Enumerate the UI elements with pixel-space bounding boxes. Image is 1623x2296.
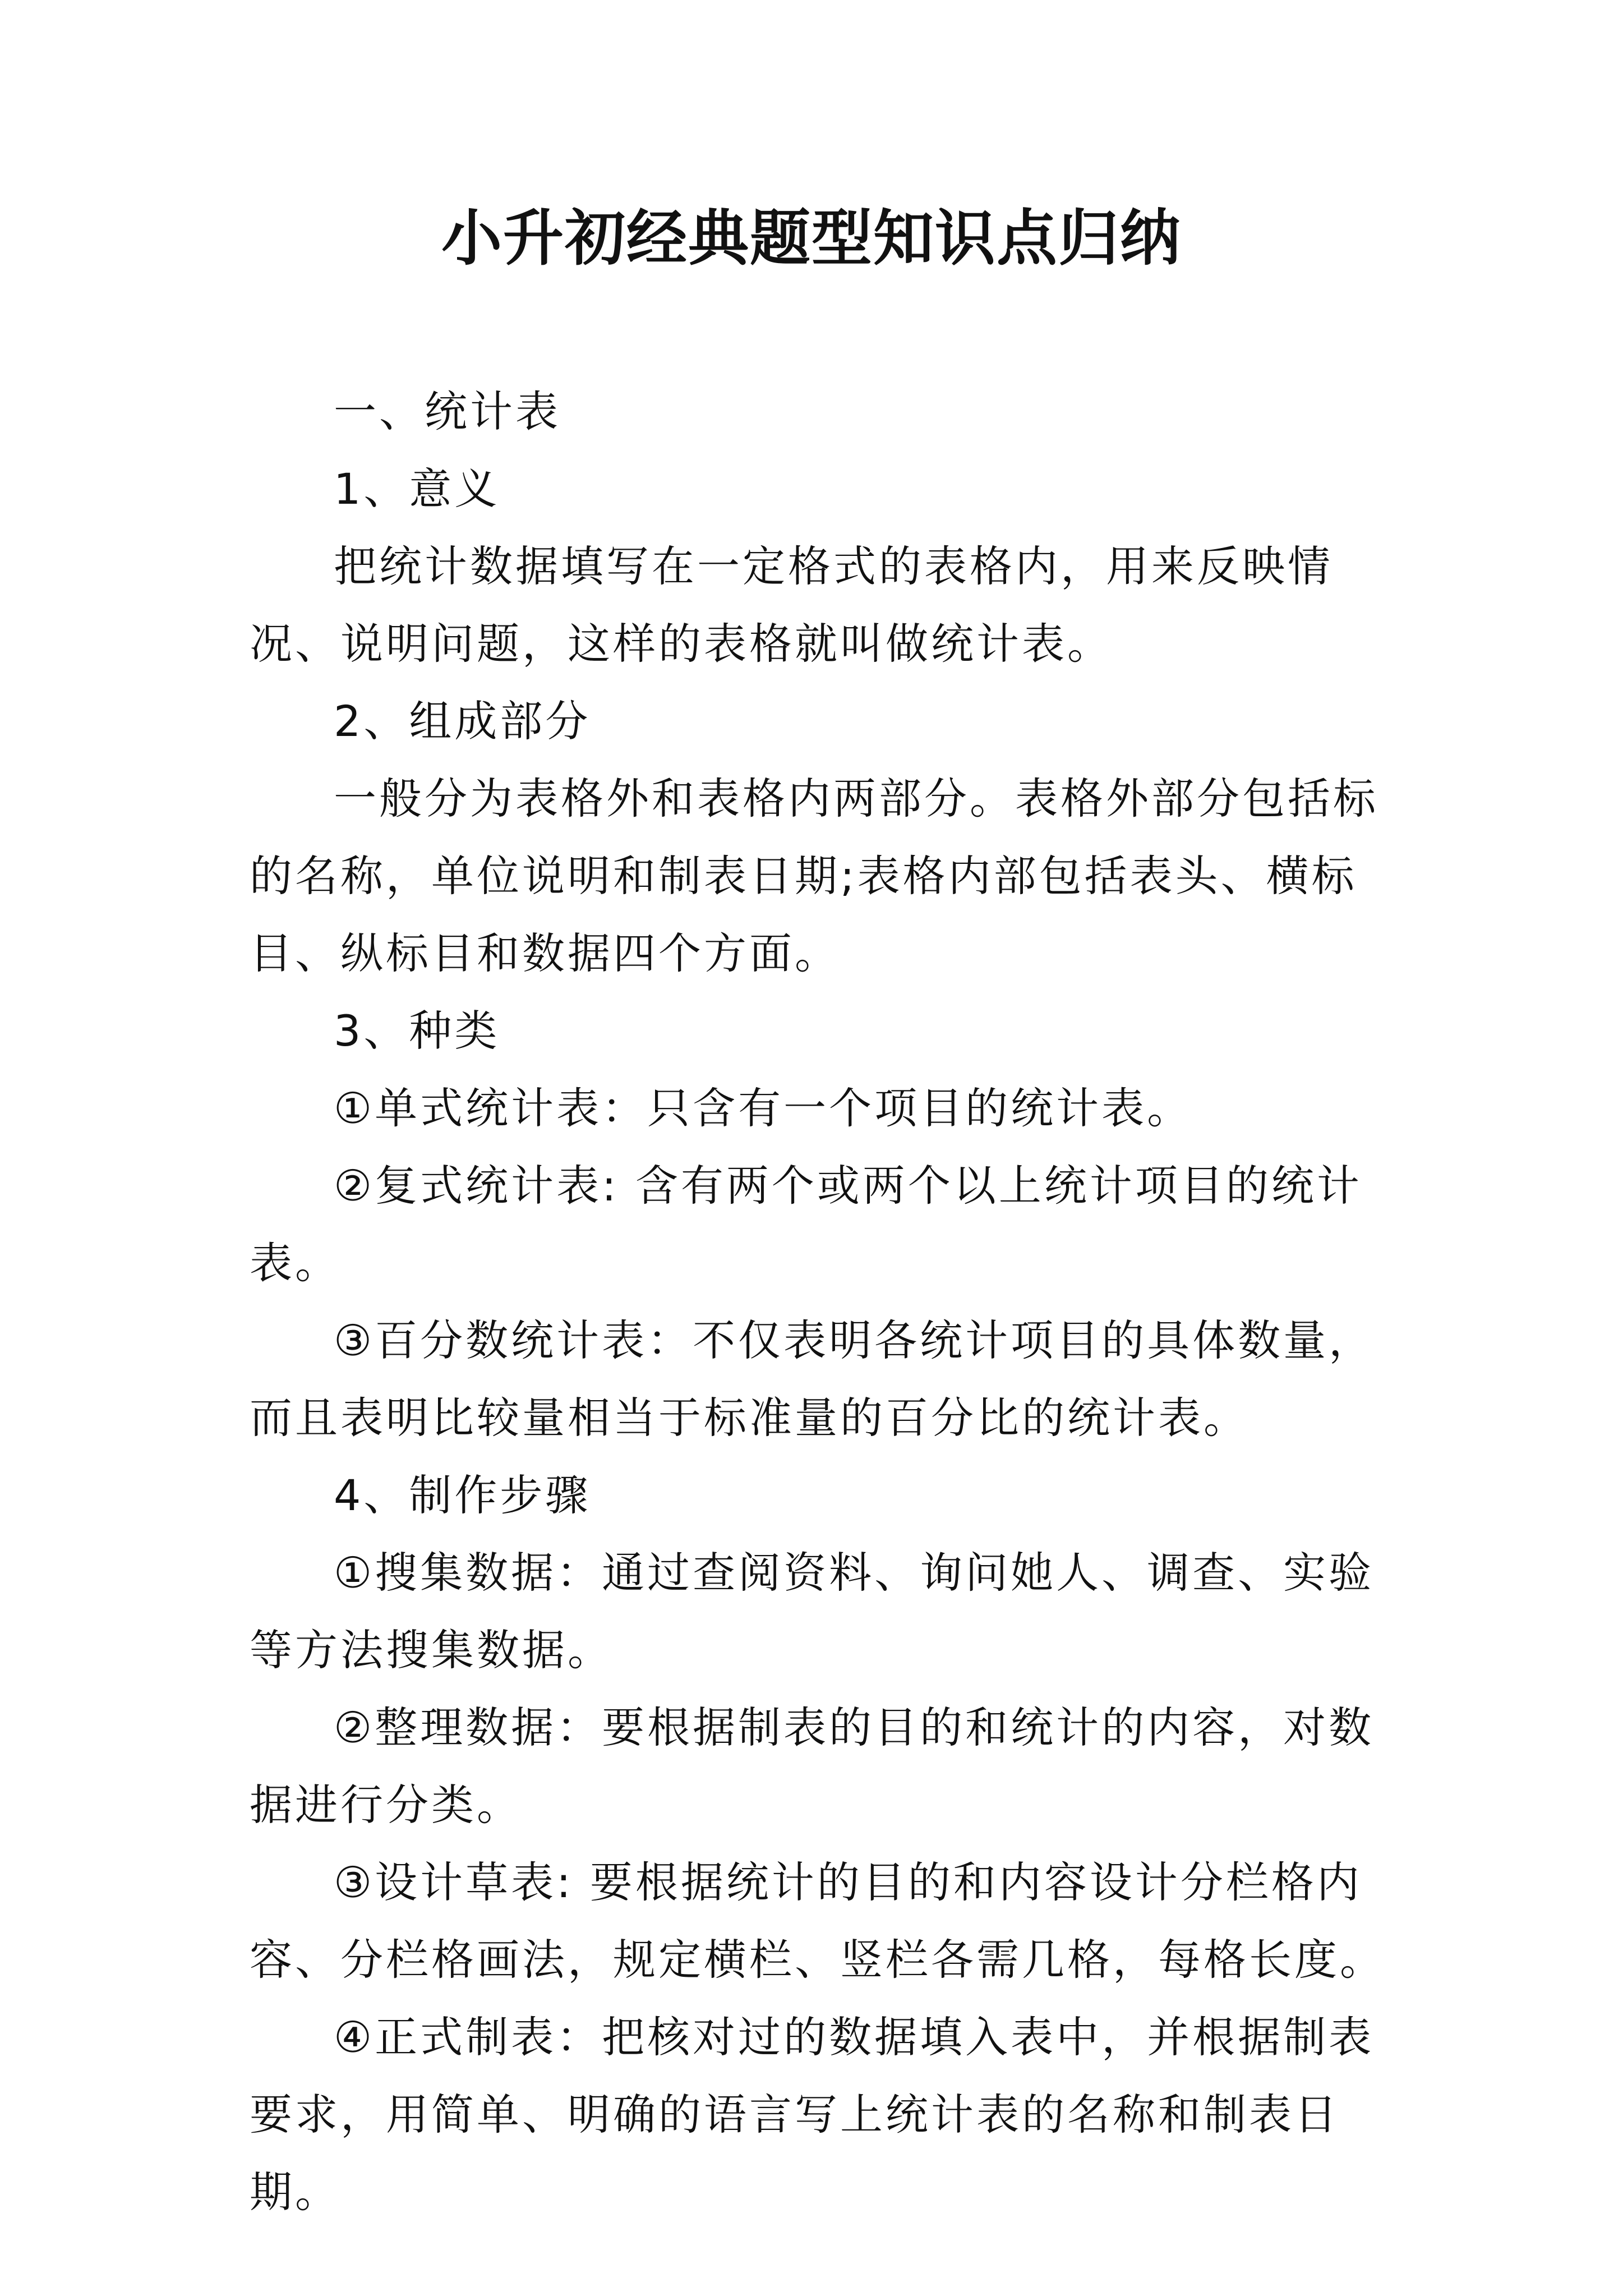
paragraph-meaning: 把统计数据填写在一定格式的表格内，用来反映情况、说明问题，这样的表格就叫做统计表。	[250, 541, 1333, 669]
subheading-steps: 4、制作步骤	[334, 1470, 591, 1520]
document-body	[250, 373, 1394, 2231]
list-item-step-draft: ③设计草表: 要根据统计的目的和内容设计分栏格内容、分栏格画法，规定横栏、竖栏各需几格，每格长度。	[250, 1857, 1385, 1985]
list-item-step-final: ④正式制表：把核对过的数据填入表中，并根据制表要求，用简单、明确的语言写上统计表的名称和制表日期。	[250, 2012, 1375, 2217]
subheading-meaning: 1、意义	[334, 464, 500, 514]
document-title: 小升初经典题型知识点归纳	[441, 203, 1182, 274]
section-heading-statistics-table: 一、统计表	[334, 386, 561, 436]
subheading-components: 2、组成部分	[334, 696, 591, 746]
list-item-type-single: ①单式统计表：只含有一个项目的统计表。	[334, 1083, 1193, 1133]
list-item-type-compound: ②复式统计表: 含有两个或两个以上统计项目的统计表。	[250, 1161, 1362, 1288]
list-item-type-percentage: ③百分数统计表：不仅表明各统计项目的具体数量，而且表明比较量相当于标准量的百分比的统计表。	[250, 1315, 1375, 1443]
list-item-step-collect: ①搜集数据：通过查阅资料、询问她人、调查、实验等方法搜集数据。	[250, 1548, 1375, 1675]
subheading-types: 3、种类	[334, 1006, 500, 1056]
paragraph-components: 一般分为表格外和表格内两部分。表格外部分包括标的名称，单位说明和制表日期;表格内部包括表头、横标目、纵标目和数据四个方面。	[250, 774, 1378, 978]
list-item-step-organize: ②整理数据：要根据制表的目的和统计的内容，对数据进行分类。	[250, 1703, 1375, 1830]
